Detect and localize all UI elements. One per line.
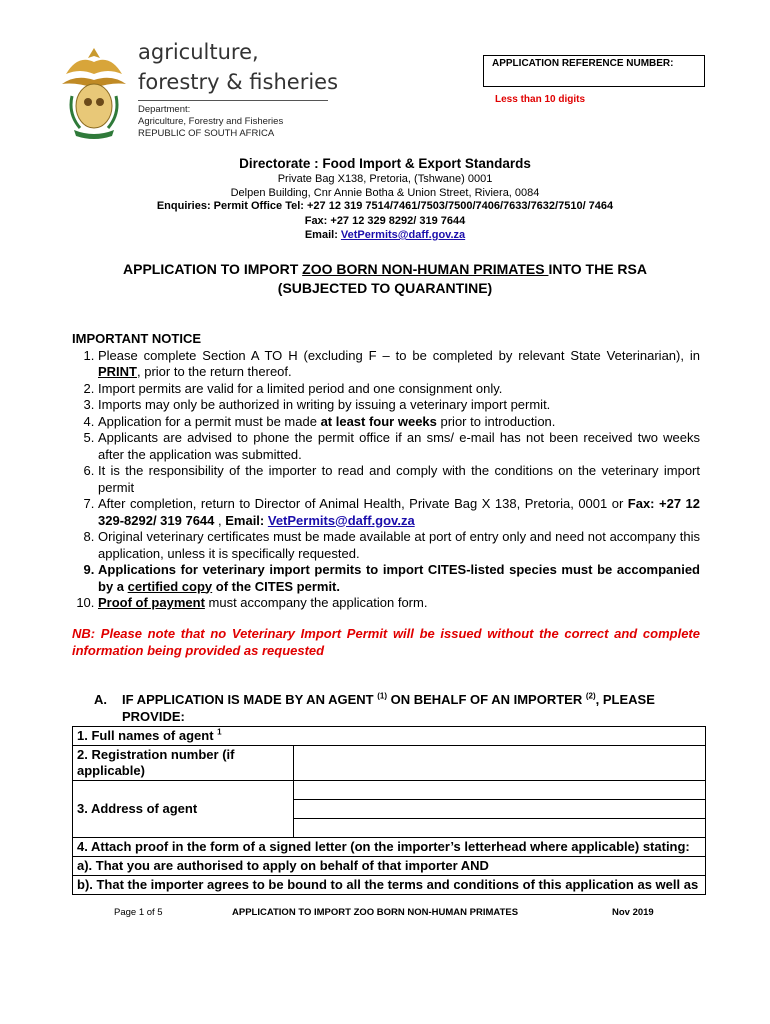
address-line-2-field[interactable] xyxy=(294,800,706,819)
reference-number-hint: Less than 10 digits xyxy=(495,94,586,105)
authorisation-statement: a). That you are authorised to apply on behalf of that importer AND xyxy=(73,857,706,876)
physical-address: Delpen Building, Cnr Annie Botha & Union Street, Riviera, 0084 xyxy=(230,187,540,199)
department-label: Department: xyxy=(138,104,191,115)
footer-title: APPLICATION TO IMPORT ZOO BORN NON-HUMAN PRIMATES xyxy=(232,907,519,918)
table-row xyxy=(73,781,706,800)
reference-number-field[interactable] xyxy=(483,55,705,87)
table-row xyxy=(73,838,706,857)
country-name: REPUBLIC OF SOUTH AFRICA xyxy=(138,128,275,139)
email-label: Email: xyxy=(304,229,341,241)
brand-name-line2: forestry & fisheries xyxy=(138,70,339,94)
important-notice xyxy=(72,331,700,612)
title-post: INTO THE RSA xyxy=(548,261,647,277)
title-pre: APPLICATION TO IMPORT xyxy=(123,261,303,277)
directorate-heading: Directorate : Food Import & Export Standards xyxy=(239,156,531,171)
email-line xyxy=(0,229,770,241)
notice-item: 8. Original veterinary certificates must be made available at port of entry only and need not accompany this application, unless it is specifically requested. xyxy=(98,529,700,562)
notice-heading: IMPORTANT NOTICE xyxy=(72,331,202,346)
full-names-field[interactable]: 1. Full names of agent $^1$ xyxy=(73,727,706,746)
brand-divider xyxy=(138,100,328,101)
notice-item: 9. Applications for veterinary import permits to import CITES-listed species must be accompanied by a certified copy of the CITES permit. xyxy=(98,562,700,595)
notice-item: 4. Application for a permit must be made at least four weeks prior to introduction. xyxy=(98,414,700,431)
notice-email-link[interactable]: VetPermits@daff.gov.za xyxy=(267,512,415,528)
brand-name-line1: agriculture, xyxy=(138,40,259,64)
section-letter: A. xyxy=(94,692,107,707)
footer-date: Nov 2019 xyxy=(612,907,654,918)
address-line-1-field[interactable] xyxy=(294,781,706,800)
table-row xyxy=(73,727,706,746)
section-a-heading: A. IF APPLICATION IS MADE BY AN AGENT $^{(1)}$ ON BEHALF OF AN IMPORTER $^{(2)}$, PLEASE PROVIDE: xyxy=(94,691,655,724)
notice-item: 1. Please complete Section A TO H (excluding F – to be completed by relevant State Veterinarian), in PRINT, prior to the return thereof. xyxy=(98,348,700,381)
nb-warning: NB: Please note that no Veterinary Import Permit will be issued without the correct and complete information being provided as requested xyxy=(72,626,700,658)
table-row xyxy=(73,876,706,895)
registration-label: 2. Registration number (if applicable) xyxy=(73,746,294,781)
address-line-3-field[interactable] xyxy=(294,819,706,838)
table-row xyxy=(73,746,706,781)
address-label: 3. Address of agent xyxy=(73,781,294,838)
title-subject: ZOO BORN NON-HUMAN PRIMATES xyxy=(302,261,549,277)
notice-item: 3. Imports may only be authorized in writing by issuing a veterinary import permit. xyxy=(98,397,700,414)
postal-address: Private Bag X138, Pretoria, (Tshwane) 0001 xyxy=(277,173,493,185)
registration-number-field[interactable] xyxy=(294,746,706,781)
coat-of-arms-logo xyxy=(58,44,130,140)
department-name: Agriculture, Forestry and Fisheries xyxy=(138,116,284,127)
table-row xyxy=(73,857,706,876)
fax-number: Fax: +27 12 329 8292/ 319 7644 xyxy=(304,215,466,227)
reference-number-label: APPLICATION REFERENCE NUMBER: xyxy=(492,58,674,69)
terms-statement: b). That the importer agrees to be bound to all the terms and conditions of this application as well as xyxy=(73,876,706,895)
proof-instruction: 4. Attach proof in the form of a signed letter (on the importer’s letterhead where applicable) stating: xyxy=(73,838,706,857)
notice-item: 5. Applicants are advised to phone the permit office if an sms/ e-mail has not been received two weeks after the application was submitted. xyxy=(98,430,700,463)
notice-item: 7. After completion, return to Director of Animal Health, Private Bag X 138, Pretoria, 0001 or Fax: +27 12 329-8292/ 319 7644 , Email: VetPermits@daff.gov.za xyxy=(98,496,700,529)
notice-item: 2. Import permits are valid for a limited period and one consignment only. xyxy=(98,381,700,398)
agent-details-table xyxy=(72,726,706,895)
document-title xyxy=(0,260,770,279)
document-subtitle: (SUBJECTED TO QUARANTINE) xyxy=(277,280,493,296)
email-link[interactable]: VetPermits@daff.gov.za xyxy=(340,229,466,241)
enquiries-phone: Enquiries: Permit Office Tel: +27 12 319 7514/7461/7503/7500/7406/7633/7632/7510/ 7464 xyxy=(156,200,614,212)
notice-item: 6. It is the responsibility of the importer to read and comply with the conditions on the veterinary import permit xyxy=(98,463,700,496)
page-number: Page 1 of 5 xyxy=(114,907,163,918)
notice-item: 10. Proof of payment must accompany the application form. xyxy=(98,595,700,612)
